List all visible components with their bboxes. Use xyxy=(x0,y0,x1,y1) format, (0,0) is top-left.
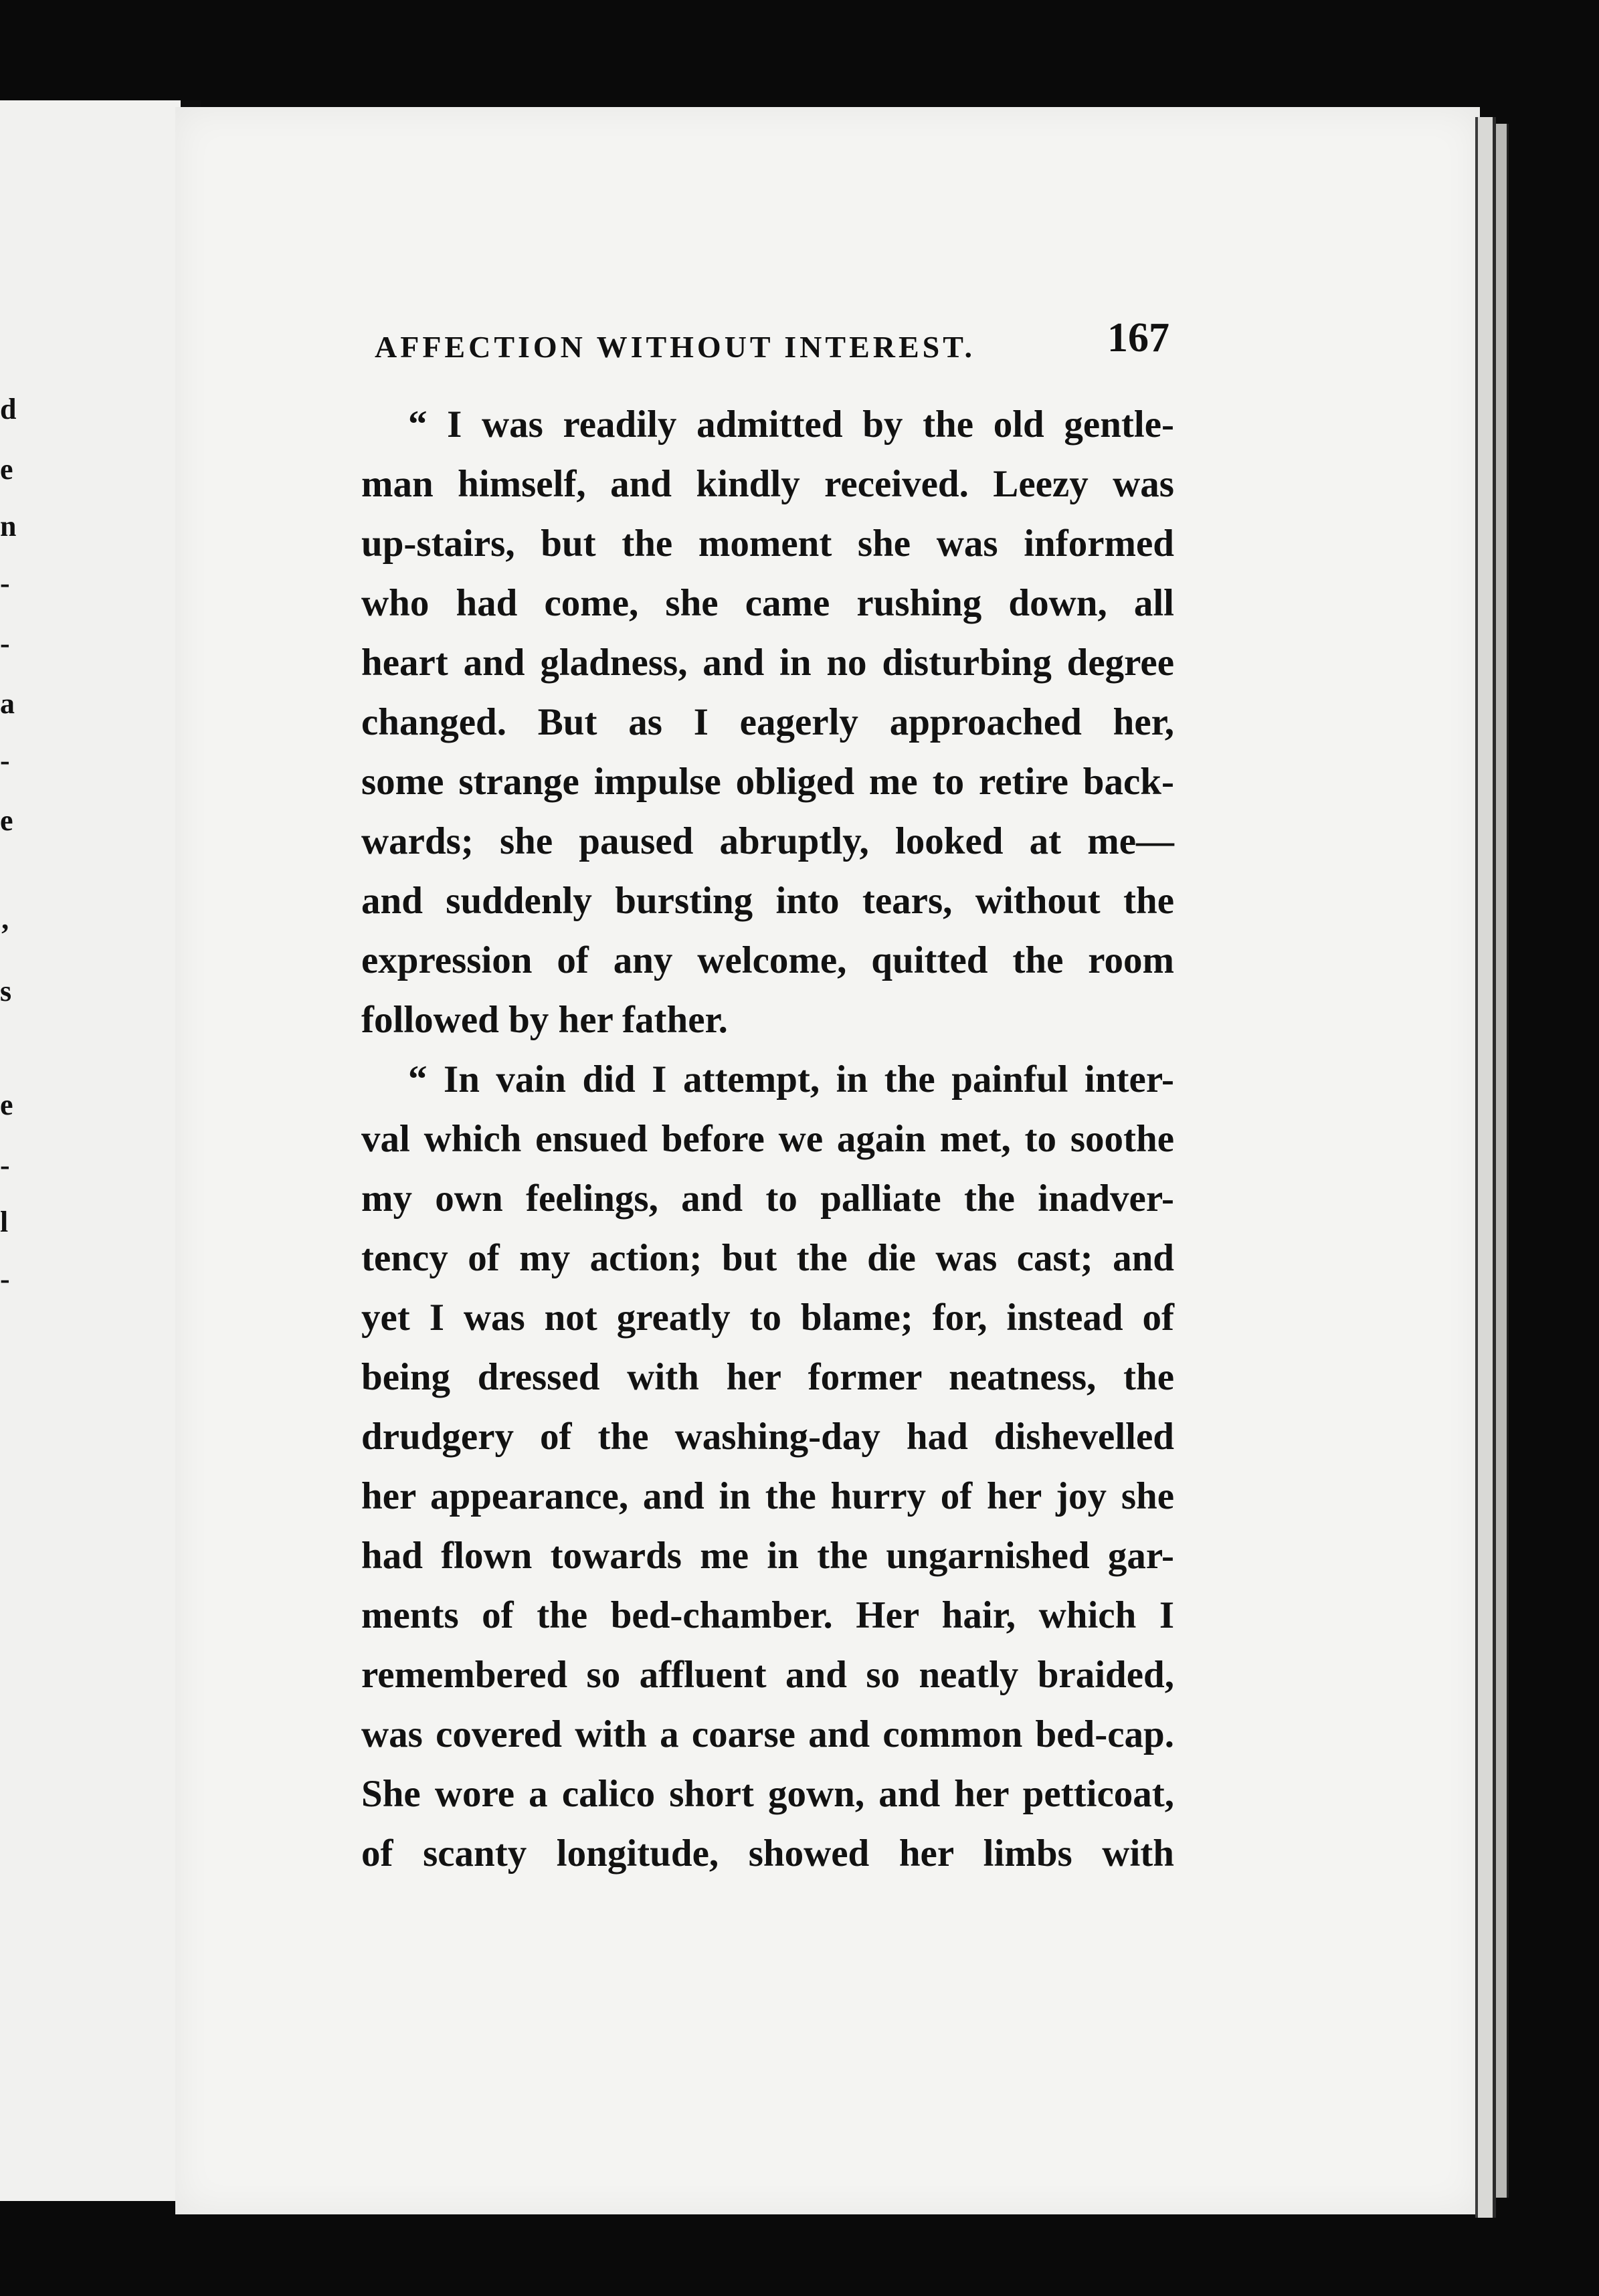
edge-letter: - xyxy=(0,1149,10,1181)
edge-letter: - xyxy=(0,1262,10,1295)
edge-letter: d xyxy=(0,393,17,425)
text-line: and suddenly bursting into tears, without the xyxy=(361,880,1174,922)
text-line: up-stairs, but the moment she was informed xyxy=(361,522,1174,565)
text-line: “ In vain did I attempt, in the painful inter- xyxy=(408,1058,1174,1101)
text-line: man himself, and kindly received. Leezy was xyxy=(361,463,1174,505)
edge-letter: e xyxy=(0,453,13,486)
page-edge-shadow xyxy=(1496,124,1509,2198)
running-title: AFFECTION WITHOUT INTEREST. xyxy=(375,330,976,364)
text-line: expression of any welcome, quitted the room xyxy=(361,939,1174,981)
text-line: She wore a calico short gown, and her petticoat, xyxy=(361,1773,1174,1815)
left-facing-page xyxy=(0,100,190,2201)
text-line: of scanty longitude, showed her limbs with xyxy=(361,1832,1174,1875)
edge-letter: - xyxy=(0,744,10,777)
edge-letter: a xyxy=(0,687,15,720)
text-line: ments of the bed-chamber. Her hair, which I xyxy=(361,1594,1174,1636)
page-edge xyxy=(1475,117,1496,2218)
text-line: changed. But as I eagerly approached her, xyxy=(361,701,1174,743)
text-line: heart and gladness, and in no disturbing degree xyxy=(361,642,1174,684)
edge-letter: - xyxy=(0,627,10,660)
text-line: some strange impulse obliged me to retire back- xyxy=(361,761,1174,803)
edge-letter: n xyxy=(0,510,17,543)
text-line: being dressed with her former neatness, the xyxy=(361,1356,1174,1398)
text-line: her appearance, and in the hurry of her joy she xyxy=(361,1475,1174,1517)
text-line: tency of my action; but the die was cast; and xyxy=(361,1237,1174,1279)
text-line: had flown towards me in the ungarnished gar- xyxy=(361,1535,1174,1577)
text-line: followed by her father. xyxy=(361,999,728,1041)
text-line: yet I was not greatly to blame; for, instead of xyxy=(361,1297,1174,1339)
page-body-text xyxy=(361,395,1174,1883)
edge-letter: e xyxy=(0,804,13,837)
text-line: val which ensued before we again met, to soothe xyxy=(361,1118,1174,1160)
text-line: my own feelings, and to palliate the inadver- xyxy=(361,1177,1174,1220)
text-line: who had come, she came rushing down, all xyxy=(361,582,1174,624)
edge-letter: ’ xyxy=(0,918,10,951)
edge-letter: e xyxy=(0,1088,13,1121)
page-number: 167 xyxy=(1107,315,1169,361)
text-line: drudgery of the washing-day had dishevelled xyxy=(361,1416,1174,1458)
edge-letter: s xyxy=(0,975,12,1008)
text-line: wards; she paused abruptly, looked at me— xyxy=(361,820,1174,862)
edge-letter: l xyxy=(0,1206,9,1238)
text-line: remembered so affluent and so neatly braided, xyxy=(361,1654,1174,1696)
edge-letter: - xyxy=(0,567,10,599)
text-line: “ I was readily admitted by the old gentle- xyxy=(408,403,1174,446)
text-line: was covered with a coarse and common bed-cap. xyxy=(361,1713,1174,1755)
running-header xyxy=(375,314,1178,368)
